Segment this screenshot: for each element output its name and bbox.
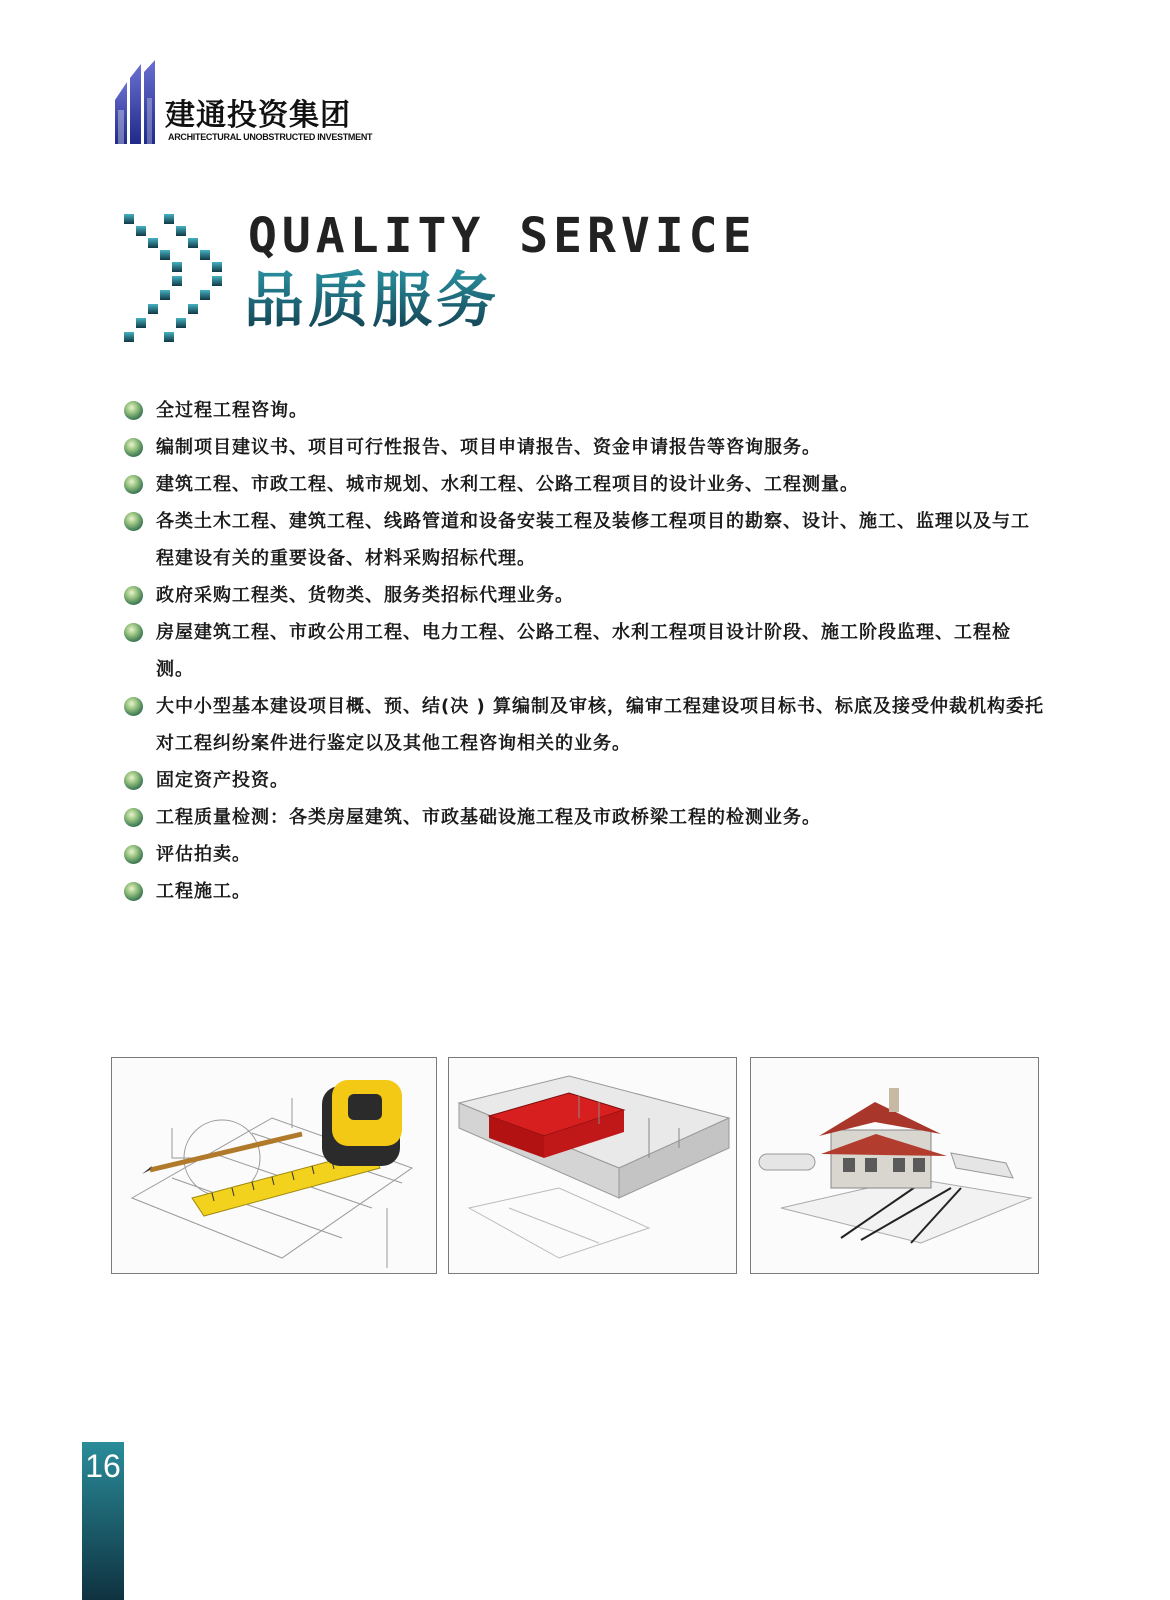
- service-item: [124, 392, 1044, 429]
- service-item: [124, 873, 1044, 910]
- service-text: 各类土木工程、建筑工程、线路管道和设备安装工程及装修工程项目的勘察、设计、施工、监理以及与工程建设有关的重要设备、材料采购招标代理。: [156, 511, 1030, 569]
- service-item: [124, 577, 1044, 614]
- bullet-icon: [124, 771, 143, 790]
- tape-measure-icon: [112, 1058, 436, 1273]
- service-text: 固定资产投资。: [156, 770, 289, 791]
- company-name-cn: 建通投资集团: [165, 98, 351, 133]
- bullet-icon: [124, 475, 143, 494]
- company-name-en: ARCHITECTURAL UNOBSTRUCTED INVESTMENT: [168, 132, 373, 142]
- floor-plan-icon: [449, 1058, 736, 1273]
- bullet-icon: [124, 845, 143, 864]
- service-text: 全过程工程咨询。: [156, 400, 308, 421]
- bullet-icon: [124, 438, 143, 457]
- service-list: [124, 392, 1044, 910]
- service-text: 房屋建筑工程、市政公用工程、电力工程、公路工程、水利工程项目设计阶段、施工阶段监理、工程检测。: [156, 622, 1011, 680]
- service-item: [124, 688, 1044, 762]
- service-text: 评估拍卖。: [156, 844, 251, 865]
- service-item: [124, 466, 1044, 503]
- service-text: 工程质量检测：各类房屋建筑、市政基础设施工程及市政桥梁工程的检测业务。: [156, 807, 821, 828]
- section-title-en: QUALITY SERVICE: [248, 208, 757, 264]
- building-logo-icon: [115, 60, 161, 144]
- service-item: [124, 799, 1044, 836]
- 3d-floor-plan-photo: [448, 1057, 737, 1274]
- service-item: [124, 429, 1044, 466]
- service-item: [124, 836, 1044, 873]
- bullet-icon: [124, 808, 143, 827]
- bullet-icon: [124, 697, 143, 716]
- bullet-icon: [124, 623, 143, 642]
- service-item: [124, 614, 1044, 688]
- page-number: 16: [85, 1448, 121, 1484]
- service-text: 政府采购工程类、货物类、服务类招标代理业务。: [156, 585, 574, 606]
- service-text: 大中小型基本建设项目概、预、结(决 ) 算编制及审核，编审工程建设项目标书、标底及接受仲裁机构委托对工程纠纷案件进行鉴定以及其他工程咨询相关的业务。: [156, 696, 1044, 754]
- service-text: 编制项目建议书、项目可行性报告、项目申请报告、资金申请报告等咨询服务。: [156, 437, 821, 458]
- service-item: [124, 503, 1044, 577]
- house-icon: [751, 1058, 1038, 1273]
- house-model-blueprint-photo: [750, 1057, 1039, 1274]
- service-text: 建筑工程、市政工程、城市规划、水利工程、公路工程项目的设计业务、工程测量。: [156, 474, 859, 495]
- tape-measure-blueprint-photo: [111, 1057, 437, 1274]
- company-logo: [115, 60, 395, 150]
- bullet-icon: [124, 586, 143, 605]
- bullet-icon: [124, 882, 143, 901]
- bullet-icon: [124, 401, 143, 420]
- service-item: [124, 762, 1044, 799]
- chevron-decoration-icon: [124, 214, 224, 350]
- section-title-cn: 品质服务: [244, 266, 500, 336]
- service-text: 工程施工。: [156, 881, 251, 902]
- bullet-icon: [124, 512, 143, 531]
